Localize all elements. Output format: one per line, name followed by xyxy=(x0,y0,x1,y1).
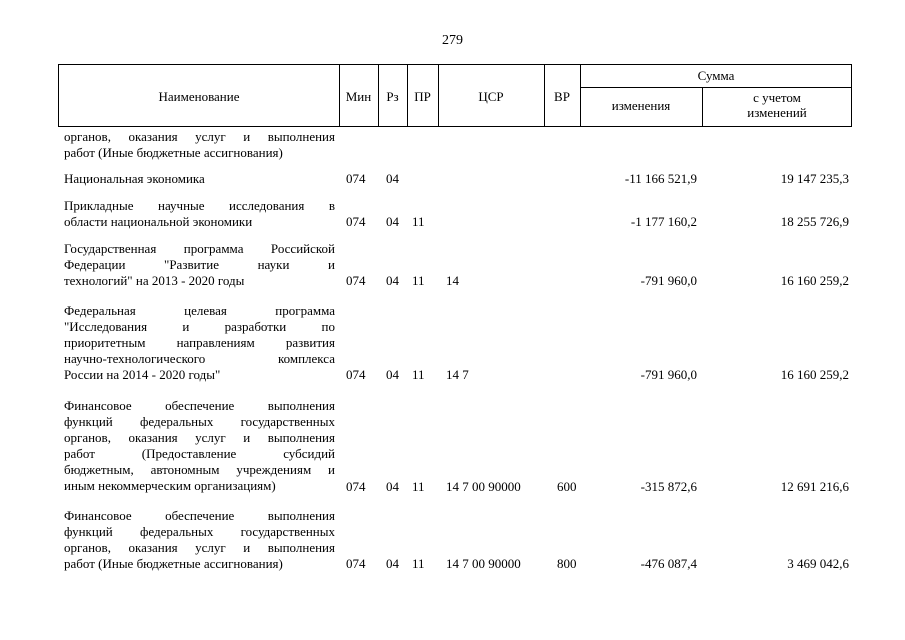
row-change: -791 960,0 xyxy=(640,273,697,288)
row-change: -476 087,4 xyxy=(640,556,697,571)
divider xyxy=(580,87,852,88)
row-rz: 04 xyxy=(386,171,399,186)
row-name-line: Финансовое обеспечение выполнения xyxy=(64,398,335,413)
row-name-line: органов, оказания услуг и выполнения xyxy=(64,430,335,445)
row-total: 19 147 235,3 xyxy=(780,171,849,186)
col-header-name: Наименование xyxy=(158,89,240,104)
row-csr: 14 7 00 90000 xyxy=(446,556,521,571)
row-name-line: области национальной экономики xyxy=(64,214,253,229)
row-name-line: приоритетным направлениям развития xyxy=(64,335,335,350)
row-min: 074 xyxy=(346,556,366,571)
page-number: 279 xyxy=(442,33,463,48)
col-header-pr: ПР xyxy=(414,89,431,104)
row-pr: 11 xyxy=(412,556,425,571)
row-total: 12 691 216,6 xyxy=(780,479,849,494)
row-name-line: органов, оказания услуг и выполнения xyxy=(64,129,335,144)
row-name-line: функций федеральных государственных xyxy=(64,414,335,429)
row-csr: 14 7 00 90000 xyxy=(446,479,521,494)
row-name-line: Федеральная целевая программа xyxy=(64,303,335,318)
row-name xyxy=(64,198,335,230)
row-total: 18 255 726,9 xyxy=(780,214,849,229)
row-vr: 800 xyxy=(557,556,577,571)
row-name-line: "Исследования и разработки по xyxy=(64,319,335,334)
row-csr: 14 xyxy=(446,273,459,288)
row-min: 074 xyxy=(346,367,366,382)
col-header-min: Мин xyxy=(345,89,372,104)
row-name xyxy=(64,508,335,572)
row-name-line: научно-технологического комплекса xyxy=(64,351,335,366)
row-min: 074 xyxy=(346,479,366,494)
row-name-line: иным некоммерческим организациям) xyxy=(64,478,276,493)
row-name-line: функций федеральных государственных xyxy=(64,524,335,539)
row-name-line: Государственная программа Российской xyxy=(64,241,335,256)
row-vr: 600 xyxy=(557,479,577,494)
row-change: -1 177 160,2 xyxy=(630,214,697,229)
table-header xyxy=(58,64,852,127)
row-name-line: работ (Иные бюджетные ассигнования) xyxy=(64,556,283,571)
row-csr: 14 7 xyxy=(446,367,469,382)
row-name-line: работ (Иные бюджетные ассигнования) xyxy=(64,145,283,160)
row-min: 074 xyxy=(346,214,366,229)
col-header-csr: ЦСР xyxy=(478,89,504,104)
row-pr: 11 xyxy=(412,273,425,288)
row-total: 16 160 259,2 xyxy=(780,367,849,382)
col-header-total-line1: с учетом xyxy=(753,90,801,105)
row-rz: 04 xyxy=(386,273,399,288)
row-pr: 11 xyxy=(412,367,425,382)
row-name xyxy=(64,303,335,383)
row-name-line: технологий" на 2013 - 2020 годы xyxy=(64,273,245,288)
row-change: -315 872,6 xyxy=(640,479,697,494)
col-header-vr: ВР xyxy=(554,89,570,104)
row-name-line: работ (Предоставление субсидий xyxy=(64,446,335,461)
row-name-line: органов, оказания услуг и выполнения xyxy=(64,540,335,555)
row-name-line: России на 2014 - 2020 годы" xyxy=(64,367,221,382)
row-change: -11 166 521,9 xyxy=(624,171,697,186)
row-name xyxy=(64,398,335,494)
row-name xyxy=(64,129,335,161)
row-name xyxy=(64,171,335,187)
row-rz: 04 xyxy=(386,367,399,382)
row-name-line: Федерации "Развитие науки и xyxy=(64,257,335,272)
row-rz: 04 xyxy=(386,479,399,494)
row-min: 074 xyxy=(346,273,366,288)
row-change: -791 960,0 xyxy=(640,367,697,382)
row-total: 16 160 259,2 xyxy=(780,273,849,288)
row-min: 074 xyxy=(346,171,366,186)
row-name xyxy=(64,241,335,289)
row-name-line: бюджетным, автономным учреждениям и xyxy=(64,462,335,477)
col-header-rz: Рз xyxy=(386,89,399,104)
row-rz: 04 xyxy=(386,214,399,229)
row-total: 3 469 042,6 xyxy=(787,556,849,571)
row-name-line: Национальная экономика xyxy=(64,171,205,186)
row-name-line: Финансовое обеспечение выполнения xyxy=(64,508,335,523)
col-header-total xyxy=(702,90,852,120)
col-header-sum: Сумма xyxy=(697,68,735,83)
row-name-line: Прикладные научные исследования в xyxy=(64,198,335,213)
row-pr: 11 xyxy=(412,479,425,494)
col-header-total-line2: изменений xyxy=(747,105,807,120)
row-rz: 04 xyxy=(386,556,399,571)
row-pr: 11 xyxy=(412,214,425,229)
col-header-change: изменения xyxy=(611,98,671,113)
